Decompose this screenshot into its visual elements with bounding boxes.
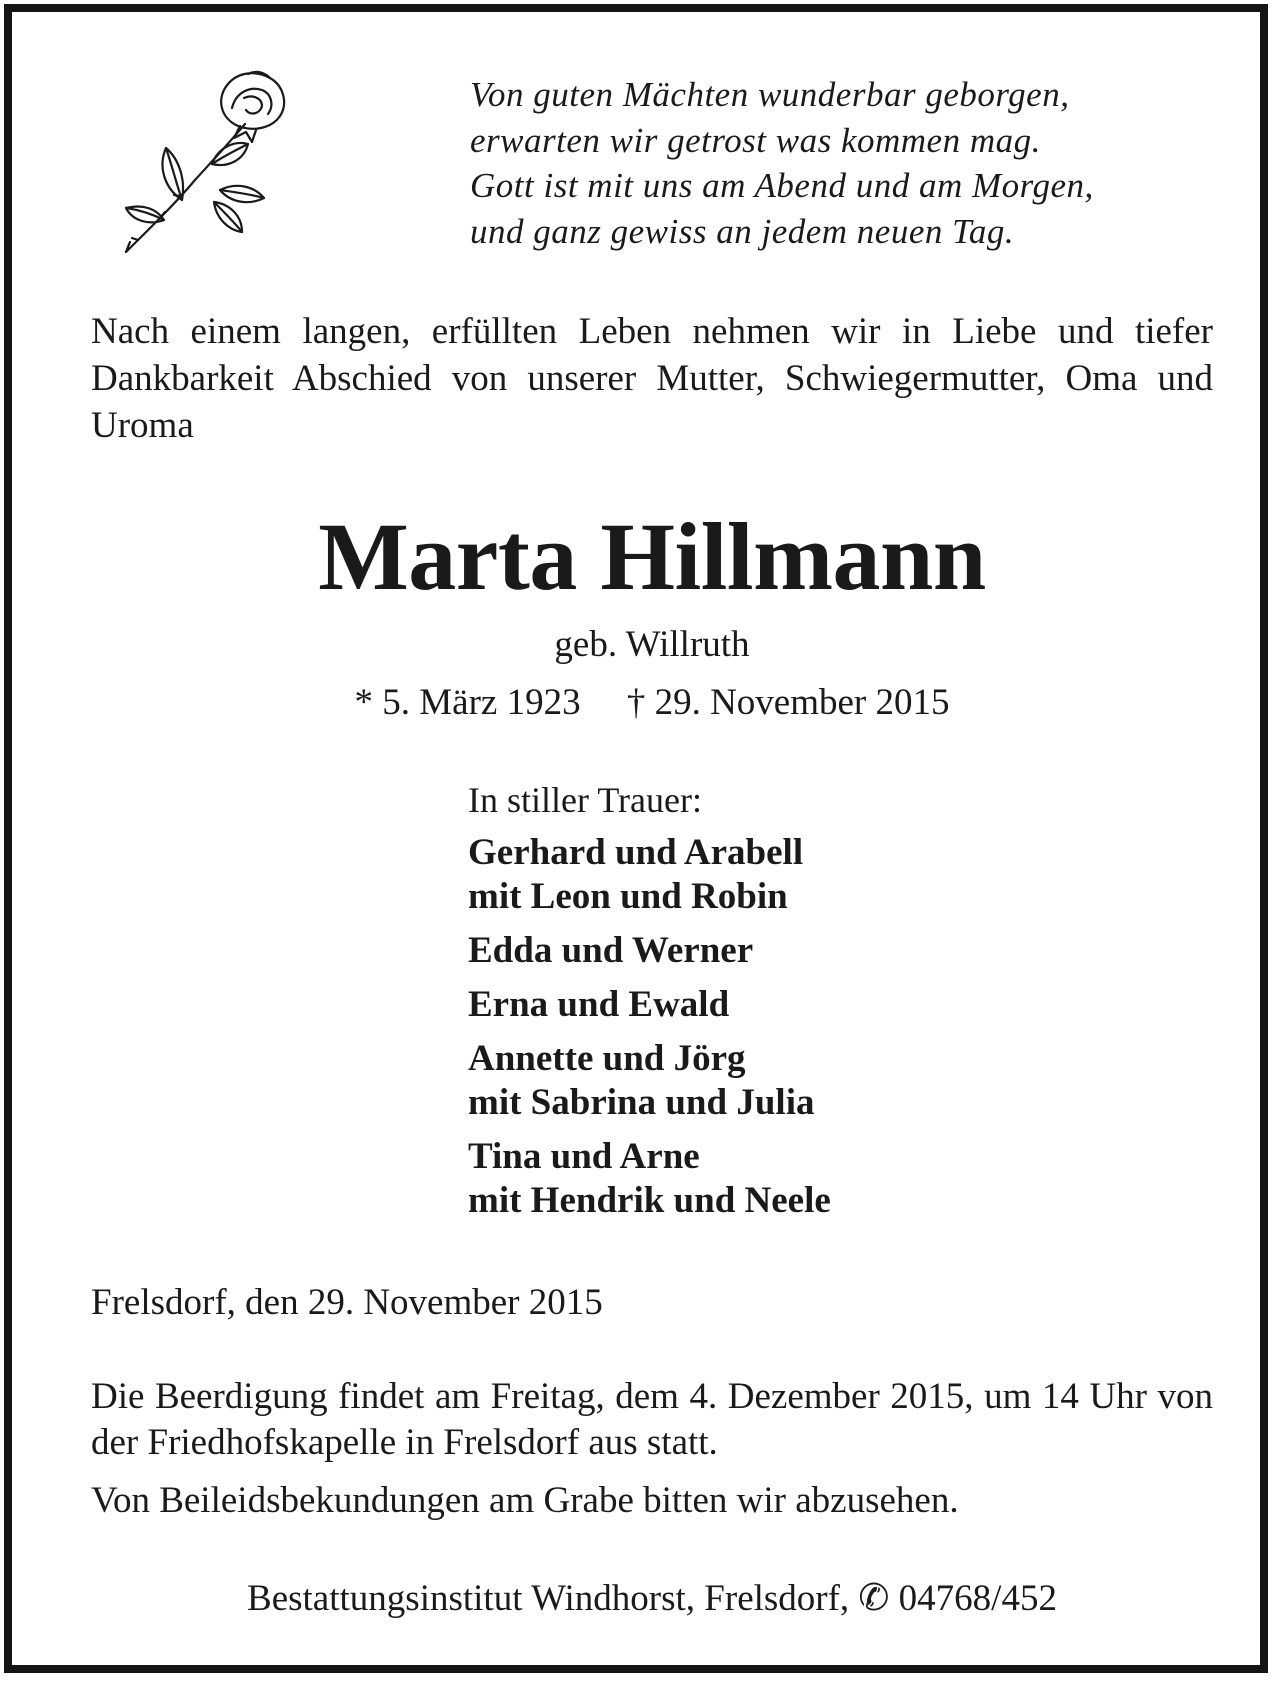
obituary-frame <box>4 4 1268 1673</box>
poem-line: und ganz gewiss an jedem neuen Tag. <box>470 211 1015 251</box>
birth-name: geb. Willruth <box>554 624 750 665</box>
poem-line: Von guten Mächten wunderbar geborgen, <box>470 75 1070 114</box>
mourner-group <box>468 1037 1068 1125</box>
mourner-line: mit Leon und Robin <box>468 876 788 917</box>
rose-icon <box>120 68 300 264</box>
mourner-group <box>468 929 1068 973</box>
poem <box>470 72 1230 254</box>
poem-line: Gott ist mit uns am Abend und am Morgen, <box>470 166 1094 205</box>
intro-text: Nach einem langen, erfüllten Leben nehmen wir in Liebe und tiefer Dankbarkeit Abschied von unserer Mutter, Schwiegermutter, Oma und Uroma <box>91 311 1213 446</box>
poem-line: erwarten wir getrost was kommen mag. <box>470 120 1041 160</box>
mourner-line: Erna und Ewald <box>468 984 730 1025</box>
mourner-group <box>468 831 1068 919</box>
condolence-note: Von Beileidsbekundungen am Grabe bitten wir abzusehen. <box>91 1480 959 1521</box>
mourners-heading: In stiller Trauer: <box>468 780 702 820</box>
place-date: Frelsdorf, den 29. November 2015 <box>91 1282 603 1323</box>
life-dates: * 5. März 1923 † 29. November 2015 <box>354 682 950 723</box>
deceased-name: Marta Hillmann <box>318 503 986 610</box>
mourner-line: Edda und Werner <box>468 930 754 971</box>
funeral-info: Die Beerdigung findet am Freitag, dem 4. Dezember 2015, um 14 Uhr von der Friedhofskapelle in Frelsdorf aus statt. <box>91 1376 1213 1463</box>
mourner-group <box>468 983 1068 1027</box>
undertaker-info: Bestattungsinstitut Windhorst, Frelsdorf, ✆ 04768/452 <box>247 1578 1057 1619</box>
mourner-group <box>468 1135 1068 1223</box>
mourner-line: Tina und Arne <box>468 1136 700 1177</box>
mourner-line: mit Sabrina und Julia <box>468 1082 815 1123</box>
mourners-block <box>468 777 1068 1233</box>
mourner-line: Annette und Jörg <box>468 1038 746 1079</box>
mourner-line: mit Hendrik und Neele <box>468 1180 831 1221</box>
mourner-line: Gerhard und Arabell <box>468 832 804 873</box>
